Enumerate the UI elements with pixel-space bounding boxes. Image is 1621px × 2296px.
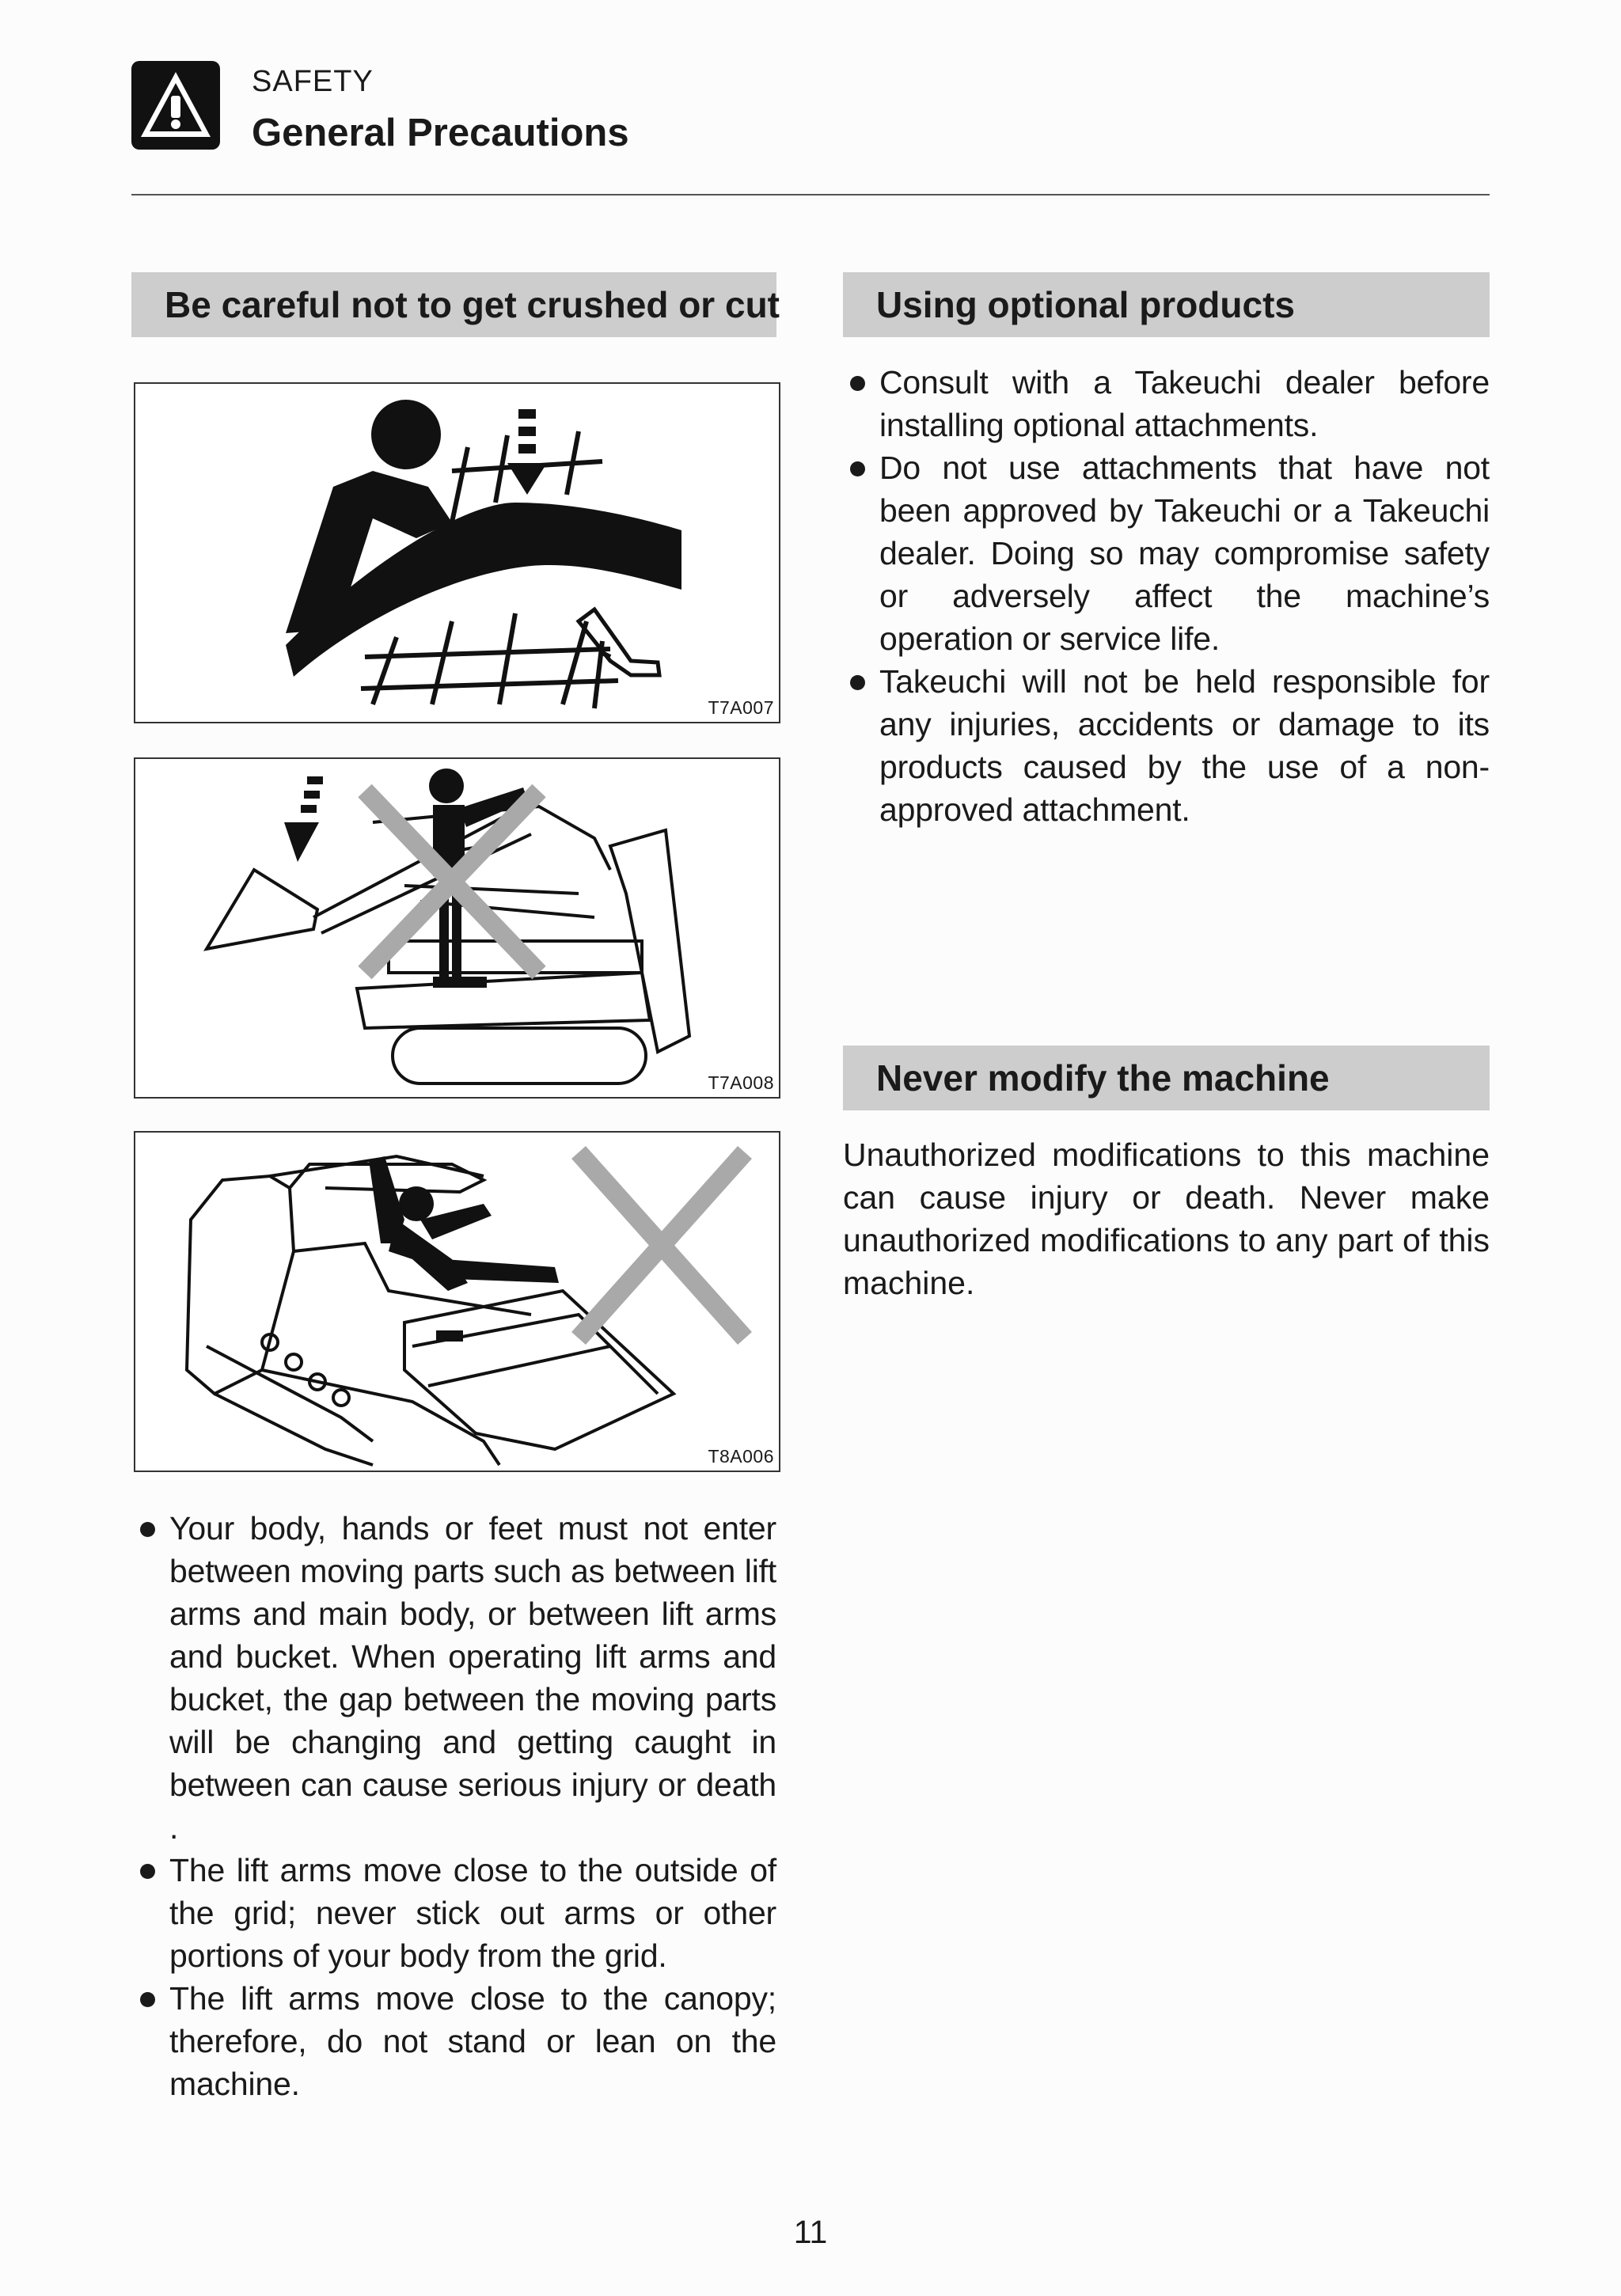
list-item: Do not use attachments that have not been approved by Takeuchi or a Takeuchi dealer. Doing so may compromise safety or adversely affect the machine’s operation or service life.: [848, 446, 1490, 660]
figure-lean-out-prohibited: [134, 1131, 780, 1472]
lean-out-prohibited-illustration: [135, 1133, 779, 1471]
lift-arm-prohibited-illustration: [135, 759, 779, 1097]
section-label: SAFETY: [252, 65, 374, 98]
optional-products-list: [848, 361, 1490, 831]
figure-lift-arm-prohibited: [134, 757, 780, 1099]
figure-code: T7A007: [708, 697, 774, 718]
list-item: Consult with a Takeuchi dealer before installing optional attachments.: [848, 361, 1490, 446]
list-item: Your body, hands or feet must not enter between moving parts such as between lift arms and main body, or between lift arms and bucket. When operating lift arms and bucket, the gap between the moving parts will be changing and getting caught in between can cause serious injury or death .: [139, 1507, 776, 1849]
list-item: The lift arms move close to the canopy; therefore, do not stand or lean on the machine.: [139, 1977, 776, 2105]
figure-code: T8A006: [708, 1446, 774, 1467]
optional-products-heading: Using optional products: [843, 272, 1490, 337]
crush-precautions-list: [139, 1507, 776, 2105]
figure-code: T7A008: [708, 1072, 774, 1093]
figure-crush-hazard: [134, 382, 780, 723]
modify-machine-heading: Never modify the machine: [843, 1046, 1490, 1110]
header-divider: [131, 194, 1490, 195]
list-item: Takeuchi will not be held responsible for any injuries, accidents or damage to its products caused by the use of a non-approved attachment.: [848, 660, 1490, 831]
warning-triangle-icon: [131, 61, 220, 150]
page-title: General Precautions: [252, 112, 629, 154]
list-item: The lift arms move close to the outside of the grid; never stick out arms or other portions of your body from the grid.: [139, 1849, 776, 1977]
modify-machine-text: Unauthorized modifications to this machine can cause injury or death. Never make unauthorized modifications to any part of this machine.: [843, 1137, 1490, 1301]
crush-section-heading: Be careful not to get crushed or cut: [131, 272, 776, 337]
page-number: 11: [793, 2214, 828, 2250]
crush-hazard-illustration: [135, 384, 779, 722]
